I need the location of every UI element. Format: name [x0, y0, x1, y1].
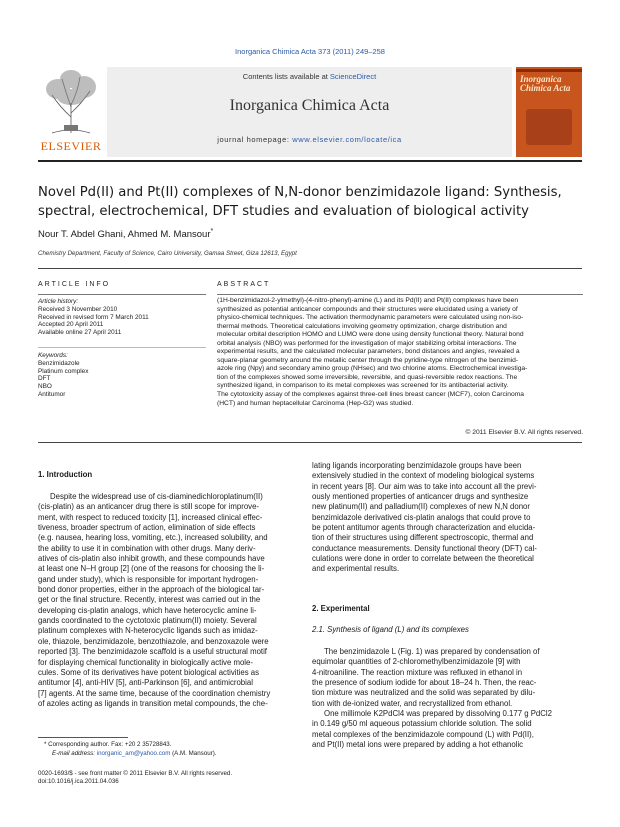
body-line: ole, thiazole, benzimidazole, benzothiazole, and benzoxazole were: [38, 636, 269, 646]
body-line: get or the final structure. Recently, interest was carried out in the: [38, 595, 261, 605]
body-line: equimolar quantities of 2-chloromethylbenzimidazole [9] with: [312, 657, 521, 667]
affiliation: Chemistry Department, Faculty of Science, Cairo University, Gamaa Street, Giza 12613, Egypt: [38, 250, 297, 257]
keyword-item: Platinum complex: [38, 367, 89, 375]
body-line: ously mentioned properties of anticancer drugs and synthesize: [312, 492, 529, 502]
body-line: tion with de-ionized water, and recrystallized from ethanol.: [312, 698, 513, 708]
body-line: The benzimidazole L (Fig. 1) was prepared by condensation of: [324, 647, 540, 656]
body-line: (e.g. nausea, hearing loss, vomiting, etc.), increased solubility, and: [38, 533, 268, 543]
experimental-heading: 2. Experimental: [312, 604, 370, 613]
abstract-line: tion of the complexes showed some irreversible, reversible, and quasi-reversible redox reactions. The: [217, 373, 518, 381]
history-label: Article history:: [38, 298, 79, 305]
front-matter-note: 0020-1693/$ - see front matter © 2011 Elsevier B.V. All rights reserved.: [38, 770, 233, 777]
abstract-line: synthesized as potential anticancer compounds and their structures were elucidated using a variety of: [217, 305, 518, 313]
homepage-prefix: journal homepage:: [217, 135, 293, 144]
doi-link[interactable]: doi:10.1016/j.ica.2011.04.036: [38, 778, 119, 785]
body-line: extensively studied in the context of modeling biological systems: [312, 471, 535, 481]
body-line: be potent antitumor agents through characterization and elucida-: [312, 523, 536, 533]
history-item: Accepted 20 April 2011: [38, 321, 104, 329]
cover-title: [520, 75, 580, 93]
body-line: atives of cis-platin also inhibit growth, and these compounds have: [38, 554, 265, 564]
body-line: and experimental results.: [312, 564, 400, 574]
body-line: in 0.149 g/50 ml aqueous potassium chloride solution. The solid: [312, 719, 532, 729]
contents-line: [107, 72, 512, 81]
article-title-line1: Novel Pd(II) and Pt(II) complexes of N,N-donor benzimidazole ligand: Synthesis,: [38, 185, 562, 200]
keywords-rule: [38, 347, 206, 348]
abstract-line: experimental results, and the calculated molecular parameters, bond distances and angles, revealed a: [217, 348, 520, 356]
article-info-rule: [38, 294, 206, 295]
body-line: bond donor properties, either in the approach of the biological tar-: [38, 585, 265, 595]
elsevier-wordmark: ELSEVIER: [40, 139, 102, 153]
right-column-bottom: [312, 647, 582, 750]
body-line: tion mixture was neutralized and the solid was separated by dilu-: [312, 688, 536, 698]
cover-title-line1: Inorganica: [520, 74, 562, 84]
keywords-label: Keywords:: [38, 352, 68, 359]
email-suffix: (A.M. Mansour).: [170, 750, 217, 757]
contents-prefix: Contents lists available at: [242, 72, 330, 81]
keyword-item: Antitumor: [38, 390, 66, 398]
introduction-heading: 1. Introduction: [38, 470, 93, 479]
abstract-label: ABSTRACT: [217, 281, 271, 288]
right-column-top: [312, 461, 582, 575]
abstract-line: The cytotoxicity assay of the complexes against three-cell lines breast cancer (MCF7), colon Carcinoma: [217, 391, 525, 399]
body-line: in recent years [8]. Our aim was to take into account all the previ-: [312, 481, 537, 491]
body-line: Despite the widespread use of cis-diaminedichloroplatinum(II): [50, 492, 263, 501]
body-line: tiveness, broader spectrum of action, elimination of side effects: [38, 523, 256, 533]
body-line: gands coordinated to the cyctotoxic platinum(II) moiety. Several: [38, 616, 257, 626]
body-line: tion of their structures using different spectroscopic, thermal and: [312, 533, 534, 543]
abstract-bottom-rule: [38, 442, 582, 443]
abstract-line: azole ring (Npy) and secondary amino group (NHsec) and two chlorine atoms. Electrochemical investiga-: [217, 365, 528, 373]
masthead-rule: [38, 160, 582, 162]
email-link[interactable]: inorganic_am@yahoo.com: [96, 750, 171, 757]
body-line: developing cis-platin analogs, which have heterocyclic amine li-: [38, 605, 257, 615]
keyword-item: DFT: [38, 375, 51, 383]
synthesis-subheading: 2.1. Synthesis of ligand (L) and its complexes: [312, 625, 469, 634]
body-line: the presence of sodium iodide for about 18–24 h. Then, the reac-: [312, 678, 537, 688]
author-list: [38, 228, 213, 240]
body-line: for displaying chemical functionality in biologically active mole-: [38, 657, 253, 667]
email-prefix: E-mail address:: [52, 750, 97, 757]
corresponding-author-mark[interactable]: *: [210, 228, 214, 235]
keyword-item: Benzimidazole: [38, 359, 80, 367]
journal-name: Inorganica Chimica Acta: [229, 97, 390, 114]
title-rule: [38, 268, 582, 269]
history-item: Received 3 November 2010: [38, 305, 118, 313]
body-line: antitumor [4], anti-HIV [5], anti-Parkinson [6], and antimicrobial: [38, 678, 253, 688]
body-line: [7] agents. At the same time, because of the coordination chemistry: [38, 688, 271, 698]
article-title: [38, 183, 586, 221]
body-line: culations were done in order to correlate between the theoretical: [312, 554, 534, 564]
homepage-link[interactable]: www.elsevier.com/locate/ica: [292, 135, 402, 144]
abstract-line: square-planar geometry around the metallic center through the pyridine-type nitrogen of the benzimid-: [217, 356, 519, 364]
body-line: gand under study), which is responsible for important hydrogen-: [38, 574, 259, 584]
body-line: benzimidazole derivatived cis-platin analogs that could prove to: [312, 512, 531, 522]
cover-band: [516, 69, 582, 72]
history-item: Available online 27 April 2011: [38, 329, 122, 337]
article-info-label: ARTICLE INFO: [38, 281, 111, 288]
abstract-line: orbital analysis (NBO) was performed for the investigation of major stabilizing orbital interactions. The: [217, 339, 517, 347]
history-item: Received in revised form 7 March 2011: [38, 313, 149, 321]
article-history: [38, 298, 206, 337]
body-line: conductance measurements. Density functional theory (DFT) cal-: [312, 543, 537, 553]
abstract-line: molecular orbital description HOMO and LUMO were done using density functional theory. Natural bond: [217, 331, 524, 339]
abstract-line: physico-chemical techniques. The activation thermodynamic parameters were calculated using non-iso-: [217, 314, 524, 322]
left-column: [38, 492, 308, 709]
abstract-rule: [217, 294, 583, 295]
body-line: metal complexes of the benzimidazole compound (L) with Pd(II),: [312, 729, 534, 739]
abstract-line: (1H-benzimidazol-2-ylmethyl)-(4-nitro-phenyl)-amine (L) and its Pd(II) and Pt(II) complexes have been: [217, 297, 519, 304]
email-note: [52, 750, 216, 758]
body-line: ment, with respect to reduced toxicity [1], increased clinical effec-: [38, 512, 263, 522]
journal-cover-thumbnail[interactable]: [516, 67, 582, 157]
abstract-line: thermal methods. Theoretical calculations involving geometry optimization, charge distribution and: [217, 322, 507, 330]
footnote-rule: [38, 737, 128, 738]
body-line: the ability to use it in combination with other drugs. Many deriv-: [38, 543, 256, 553]
keyword-list: [38, 352, 206, 399]
article-title-line2: spectral, electrochemical, DFT studies and evaluation of biological activity: [38, 204, 529, 219]
body-line: new platinum(II) and palladium(II) complexes of new N,N donor: [312, 502, 530, 512]
body-line: (cis-platin) as an anticancer drug there is still scope for improve-: [38, 502, 260, 512]
body-line: One millimole K2PdCl4 was prepared by dissolving 0.177 g PdCl2: [324, 709, 552, 719]
keyword-item: NBO: [38, 383, 52, 391]
body-line: platinum complexes with N-heterocyclic ligands such as imidaz-: [38, 626, 258, 636]
body-line: cules. Some of its derivatives have potent biological activities as: [38, 667, 260, 677]
body-line: and Pt(II) metal ions were prepared by adding a hot ethanolic: [312, 740, 524, 750]
sciencedirect-link[interactable]: ScienceDirect: [329, 72, 377, 81]
authors-text: Nour T. Abdel Ghani, Ahmed M. Mansour: [38, 229, 211, 241]
cover-art: [526, 109, 572, 145]
abstract-body: [217, 297, 583, 408]
journal-homepage: [107, 135, 512, 144]
cover-title-line2: Chimica Acta: [520, 83, 571, 93]
body-line: 4-nitroaniline. The reaction mixture was refluxed in ethanol in: [312, 667, 523, 677]
copyright-notice: © 2011 Elsevier B.V. All rights reserved.: [465, 429, 583, 436]
abstract-line: synthesized ligand, in comparison to its metal complexes was screened for its antibacterial activity.: [217, 382, 509, 390]
body-line: at least one N–H group [2] (one of the reasons for choosing the li-: [38, 564, 265, 574]
journal-citation[interactable]: Inorganica Chimica Acta 373 (2011) 249–258: [235, 47, 385, 56]
corresponding-author-note: * Corresponding author. Fax: +20 2 35728843.: [44, 741, 172, 748]
abstract-line: (HCT) and human heptacellular Carcinoma (Hep-G2) was studied.: [217, 399, 414, 407]
body-line: reported [3]. The benzimidazole scaffold is a useful structural motif: [38, 647, 267, 657]
body-line: lating ligands incorporating benzimidazole groups have been: [312, 461, 522, 470]
body-line: of azoles acting as ligands in transition metal compounds, the che-: [38, 698, 268, 708]
